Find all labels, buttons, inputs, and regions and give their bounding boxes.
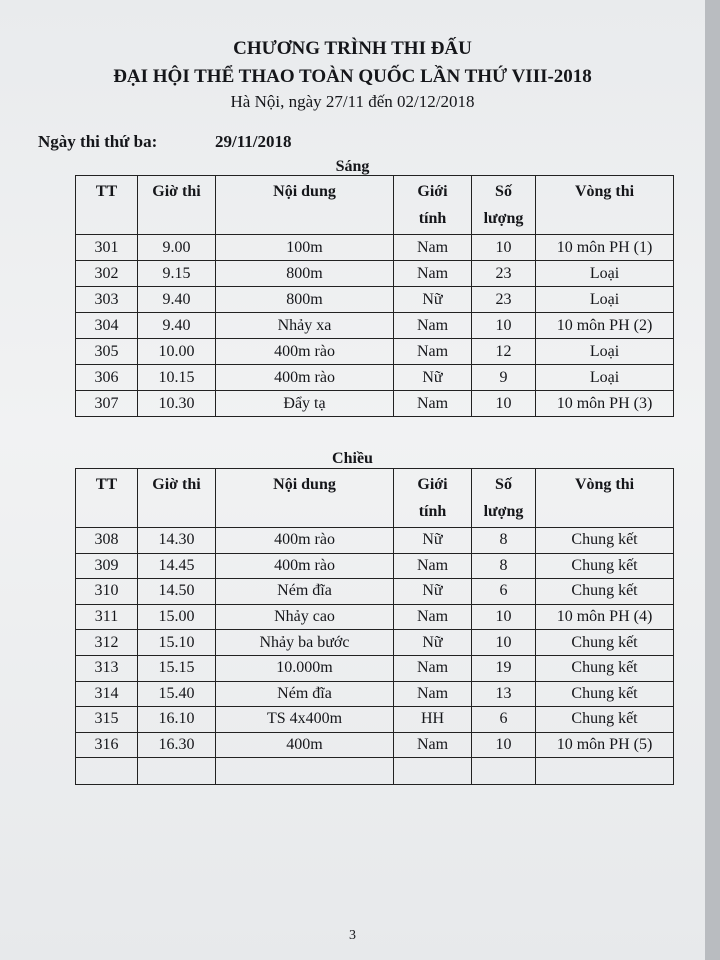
cell-gender: HH <box>394 707 472 733</box>
cell-event: 100m <box>216 235 394 261</box>
cell-round: Loại <box>536 365 674 391</box>
morning-schedule-table <box>75 175 674 417</box>
cell-round: Chung kết <box>536 630 674 656</box>
cell-tt: 303 <box>76 287 138 313</box>
table-row <box>76 655 674 681</box>
cell-time: 9.40 <box>138 313 216 339</box>
cell-round: 10 môn PH (5) <box>536 732 674 758</box>
cell-count: 10 <box>472 313 536 339</box>
cell-gender: Nữ <box>394 579 472 605</box>
cell-event: Nhảy xa <box>216 313 394 339</box>
cell-event: 800m <box>216 287 394 313</box>
cell-gender: Nữ <box>394 365 472 391</box>
cell-time: 16.10 <box>138 707 216 733</box>
cell-tt: 315 <box>76 707 138 733</box>
cell-tt: 310 <box>76 579 138 605</box>
table-row <box>76 528 674 554</box>
document-subtitle: ĐẠI HỘI THỂ THAO TOÀN QUỐC LẦN THỨ VIII-2018 <box>113 66 592 87</box>
cell-round: Chung kết <box>536 681 674 707</box>
cell-event: 400m rào <box>216 553 394 579</box>
cell-tt: 314 <box>76 681 138 707</box>
cell-event: 400m rào <box>216 528 394 554</box>
day-date: 29/11/2018 <box>215 132 292 151</box>
cell-tt: 311 <box>76 604 138 630</box>
table-row <box>76 235 674 261</box>
cell-round: Loại <box>536 339 674 365</box>
cell-count: 6 <box>472 707 536 733</box>
header-tt: TT <box>76 469 138 528</box>
cell-gender: Nam <box>394 553 472 579</box>
cell-event: 10.000m <box>216 655 394 681</box>
cell-event: Ném đĩa <box>216 681 394 707</box>
afternoon-session-title: Chiều <box>332 450 373 467</box>
cell-count: 10 <box>472 235 536 261</box>
header-event: Nội dung <box>216 176 394 235</box>
table-header-row <box>76 469 674 528</box>
cell-tt: 309 <box>76 553 138 579</box>
cell-event: 400m rào <box>216 339 394 365</box>
table-row <box>76 313 674 339</box>
cell-time: 9.40 <box>138 287 216 313</box>
cell-tt: 313 <box>76 655 138 681</box>
cell-event: Đẩy tạ <box>216 391 394 417</box>
table-row <box>76 579 674 605</box>
table-header-row <box>76 176 674 235</box>
cell-count: 10 <box>472 630 536 656</box>
cell-time: 14.50 <box>138 579 216 605</box>
cell-tt: 304 <box>76 313 138 339</box>
table-row <box>76 732 674 758</box>
cell-event: TS 4x400m <box>216 707 394 733</box>
empty-cell <box>216 758 394 785</box>
cell-count: 23 <box>472 287 536 313</box>
table-row <box>76 287 674 313</box>
cell-count: 8 <box>472 553 536 579</box>
cell-count: 6 <box>472 579 536 605</box>
cell-event: 400m <box>216 732 394 758</box>
cell-time: 14.45 <box>138 553 216 579</box>
cell-gender: Nam <box>394 235 472 261</box>
cell-round: Chung kết <box>536 553 674 579</box>
table-row <box>76 681 674 707</box>
cell-count: 19 <box>472 655 536 681</box>
cell-round: 10 môn PH (2) <box>536 313 674 339</box>
header-count: Số lượng <box>472 469 536 528</box>
page-edge <box>705 0 720 960</box>
cell-count: 10 <box>472 604 536 630</box>
cell-tt: 306 <box>76 365 138 391</box>
cell-time: 9.00 <box>138 235 216 261</box>
cell-tt: 301 <box>76 235 138 261</box>
cell-time: 15.15 <box>138 655 216 681</box>
cell-tt: 305 <box>76 339 138 365</box>
cell-tt: 308 <box>76 528 138 554</box>
cell-event: Nhảy cao <box>216 604 394 630</box>
header-count: Số lượng <box>472 176 536 235</box>
page-number: 3 <box>349 928 356 943</box>
document-date-range: Hà Nội, ngày 27/11 đến 02/12/2018 <box>230 92 475 111</box>
cell-gender: Nam <box>394 604 472 630</box>
cell-tt: 312 <box>76 630 138 656</box>
cell-gender: Nam <box>394 391 472 417</box>
cell-round: Chung kết <box>536 655 674 681</box>
cell-time: 14.30 <box>138 528 216 554</box>
cell-round: Chung kết <box>536 528 674 554</box>
empty-table-row <box>76 758 674 785</box>
header-time: Giờ thi <box>138 469 216 528</box>
header-time: Giờ thi <box>138 176 216 235</box>
cell-round: Loại <box>536 287 674 313</box>
cell-time: 15.10 <box>138 630 216 656</box>
cell-gender: Nữ <box>394 630 472 656</box>
cell-gender: Nam <box>394 339 472 365</box>
cell-round: Chung kết <box>536 707 674 733</box>
header-gender: Giới tính <box>394 176 472 235</box>
cell-event: Nhảy ba bước <box>216 630 394 656</box>
cell-count: 12 <box>472 339 536 365</box>
day-label: Ngày thi thứ ba: <box>38 132 158 151</box>
table-row <box>76 365 674 391</box>
cell-event: Ném đĩa <box>216 579 394 605</box>
cell-tt: 307 <box>76 391 138 417</box>
header-event: Nội dung <box>216 469 394 528</box>
header-round: Vòng thi <box>536 469 674 528</box>
empty-cell <box>472 758 536 785</box>
cell-tt: 302 <box>76 261 138 287</box>
cell-time: 15.40 <box>138 681 216 707</box>
cell-gender: Nam <box>394 655 472 681</box>
cell-count: 8 <box>472 528 536 554</box>
table-row <box>76 630 674 656</box>
table-row <box>76 391 674 417</box>
table-row <box>76 707 674 733</box>
cell-round: 10 môn PH (1) <box>536 235 674 261</box>
cell-gender: Nam <box>394 313 472 339</box>
cell-time: 10.15 <box>138 365 216 391</box>
empty-cell <box>394 758 472 785</box>
cell-round: 10 môn PH (4) <box>536 604 674 630</box>
cell-round: 10 môn PH (3) <box>536 391 674 417</box>
cell-event: 800m <box>216 261 394 287</box>
cell-count: 13 <box>472 681 536 707</box>
cell-time: 10.30 <box>138 391 216 417</box>
cell-time: 16.30 <box>138 732 216 758</box>
table-row <box>76 339 674 365</box>
header-gender: Giới tính <box>394 469 472 528</box>
cell-count: 9 <box>472 365 536 391</box>
cell-time: 15.00 <box>138 604 216 630</box>
table-row <box>76 553 674 579</box>
cell-gender: Nam <box>394 261 472 287</box>
cell-gender: Nam <box>394 681 472 707</box>
cell-count: 10 <box>472 391 536 417</box>
cell-tt: 316 <box>76 732 138 758</box>
cell-count: 10 <box>472 732 536 758</box>
table-row <box>76 261 674 287</box>
cell-count: 23 <box>472 261 536 287</box>
cell-round: Loại <box>536 261 674 287</box>
cell-gender: Nữ <box>394 528 472 554</box>
empty-cell <box>138 758 216 785</box>
empty-cell <box>76 758 138 785</box>
cell-time: 10.00 <box>138 339 216 365</box>
table-row <box>76 604 674 630</box>
cell-event: 400m rào <box>216 365 394 391</box>
empty-cell <box>536 758 674 785</box>
afternoon-schedule-table <box>75 468 674 785</box>
morning-session-title: Sáng <box>335 158 370 175</box>
cell-gender: Nam <box>394 732 472 758</box>
cell-time: 9.15 <box>138 261 216 287</box>
cell-round: Chung kết <box>536 579 674 605</box>
header-round: Vòng thi <box>536 176 674 235</box>
header-tt: TT <box>76 176 138 235</box>
cell-gender: Nữ <box>394 287 472 313</box>
document-title: CHƯƠNG TRÌNH THI ĐẤU <box>233 38 472 59</box>
